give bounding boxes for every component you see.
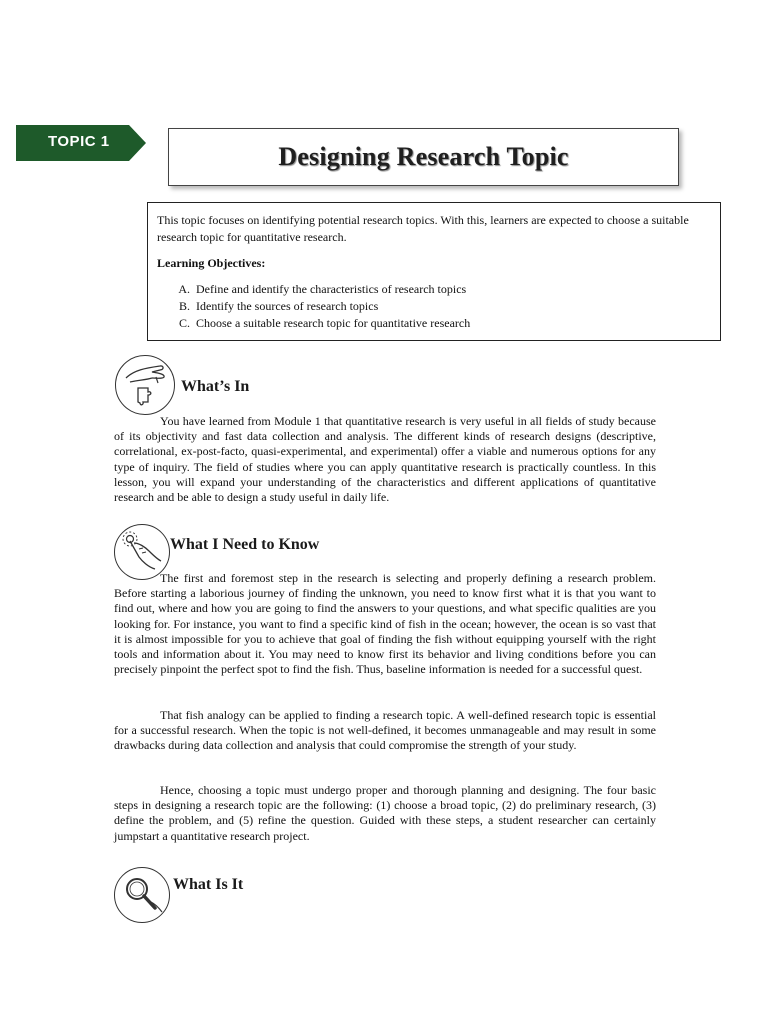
hand-puzzle-icon (115, 355, 175, 415)
need-to-know-paragraph-2 (114, 708, 656, 754)
need-to-know-heading: What I Need to Know (170, 536, 320, 553)
objective-item: B. Identify the sources of research topics (193, 298, 711, 315)
objectives-title: Learning Objectives: (157, 256, 266, 270)
objective-item: C. Choose a suitable research topic for quantitative research (193, 315, 711, 332)
intro-text: This topic focuses on identifying potential research topics. With this, learners are expected to choose a suitable research topic for quantitative research. (157, 213, 689, 244)
need-to-know-text-1: The first and foremost step in the research is selecting and properly defining a research problem. Before starting a laborious journey of finding the unknown, you need to know first what it is that you want to find out, where and how you are going to find the answers to your questions, and what specific qualities are you looking for. For instance, you want to find a specific kind of fish in the ocean; however, the ocean is so vast that it is almost impossible for you to achieve that goal of finding the fish without equipping yourself with the right tools and information about it. You may need to know first its behavior and living conditions before you can precisely pinpoint the perfect spot to find the fish. Thus, baseline information is needed for a successful quest. (114, 571, 656, 677)
whats-in-heading: What’s In (181, 378, 250, 395)
page-title: Designing Research Topic (278, 142, 569, 171)
whats-in-paragraph (114, 414, 656, 505)
need-to-know-paragraph-3 (114, 783, 656, 844)
need-to-know-paragraph-1 (114, 571, 656, 677)
magnifying-glass-icon (114, 867, 170, 923)
intro-box (147, 202, 721, 341)
need-to-know-text-2: That fish analogy can be applied to finding a research topic. A well-defined research topic is essential for a successful research. When the topic is not well-defined, it becomes unmanageable and may result in some drawbacks during data collection and analysis that could compromise the strength of your study. (114, 708, 656, 753)
need-to-know-text-3: Hence, choosing a topic must undergo proper and thorough planning and designing. The four basic steps in designing a research topic are the following: (1) choose a broad topic, (2) do preliminary research, (3) define the problem, and (5) refine the question. Guided with these steps, a student researcher can certainly jumpstart a quantitative research project. (114, 783, 656, 843)
title-box (168, 128, 679, 186)
topic-label: TOPIC 1 (48, 133, 110, 150)
objective-item: A. Define and identify the characteristics of research topics (193, 281, 711, 298)
what-is-it-heading: What Is It (173, 876, 244, 893)
whats-in-text: You have learned from Module 1 that quantitative research is very useful in all fields of study because of its objectivity and fast data collection and analysis. The different kinds of research designs (descriptive, correlational, ex-post-facto, quasi-experimental, and experimental) offer a viable and numerous options for any type of inquiry. The field of studies where you can apply quantitative research is practically countless. In this lesson, you will expand your understanding of the characteristics and different applications of quantitative research and be able to design a study useful in daily life. (114, 414, 656, 505)
objectives-list (157, 281, 711, 332)
topic-tab (16, 125, 146, 161)
